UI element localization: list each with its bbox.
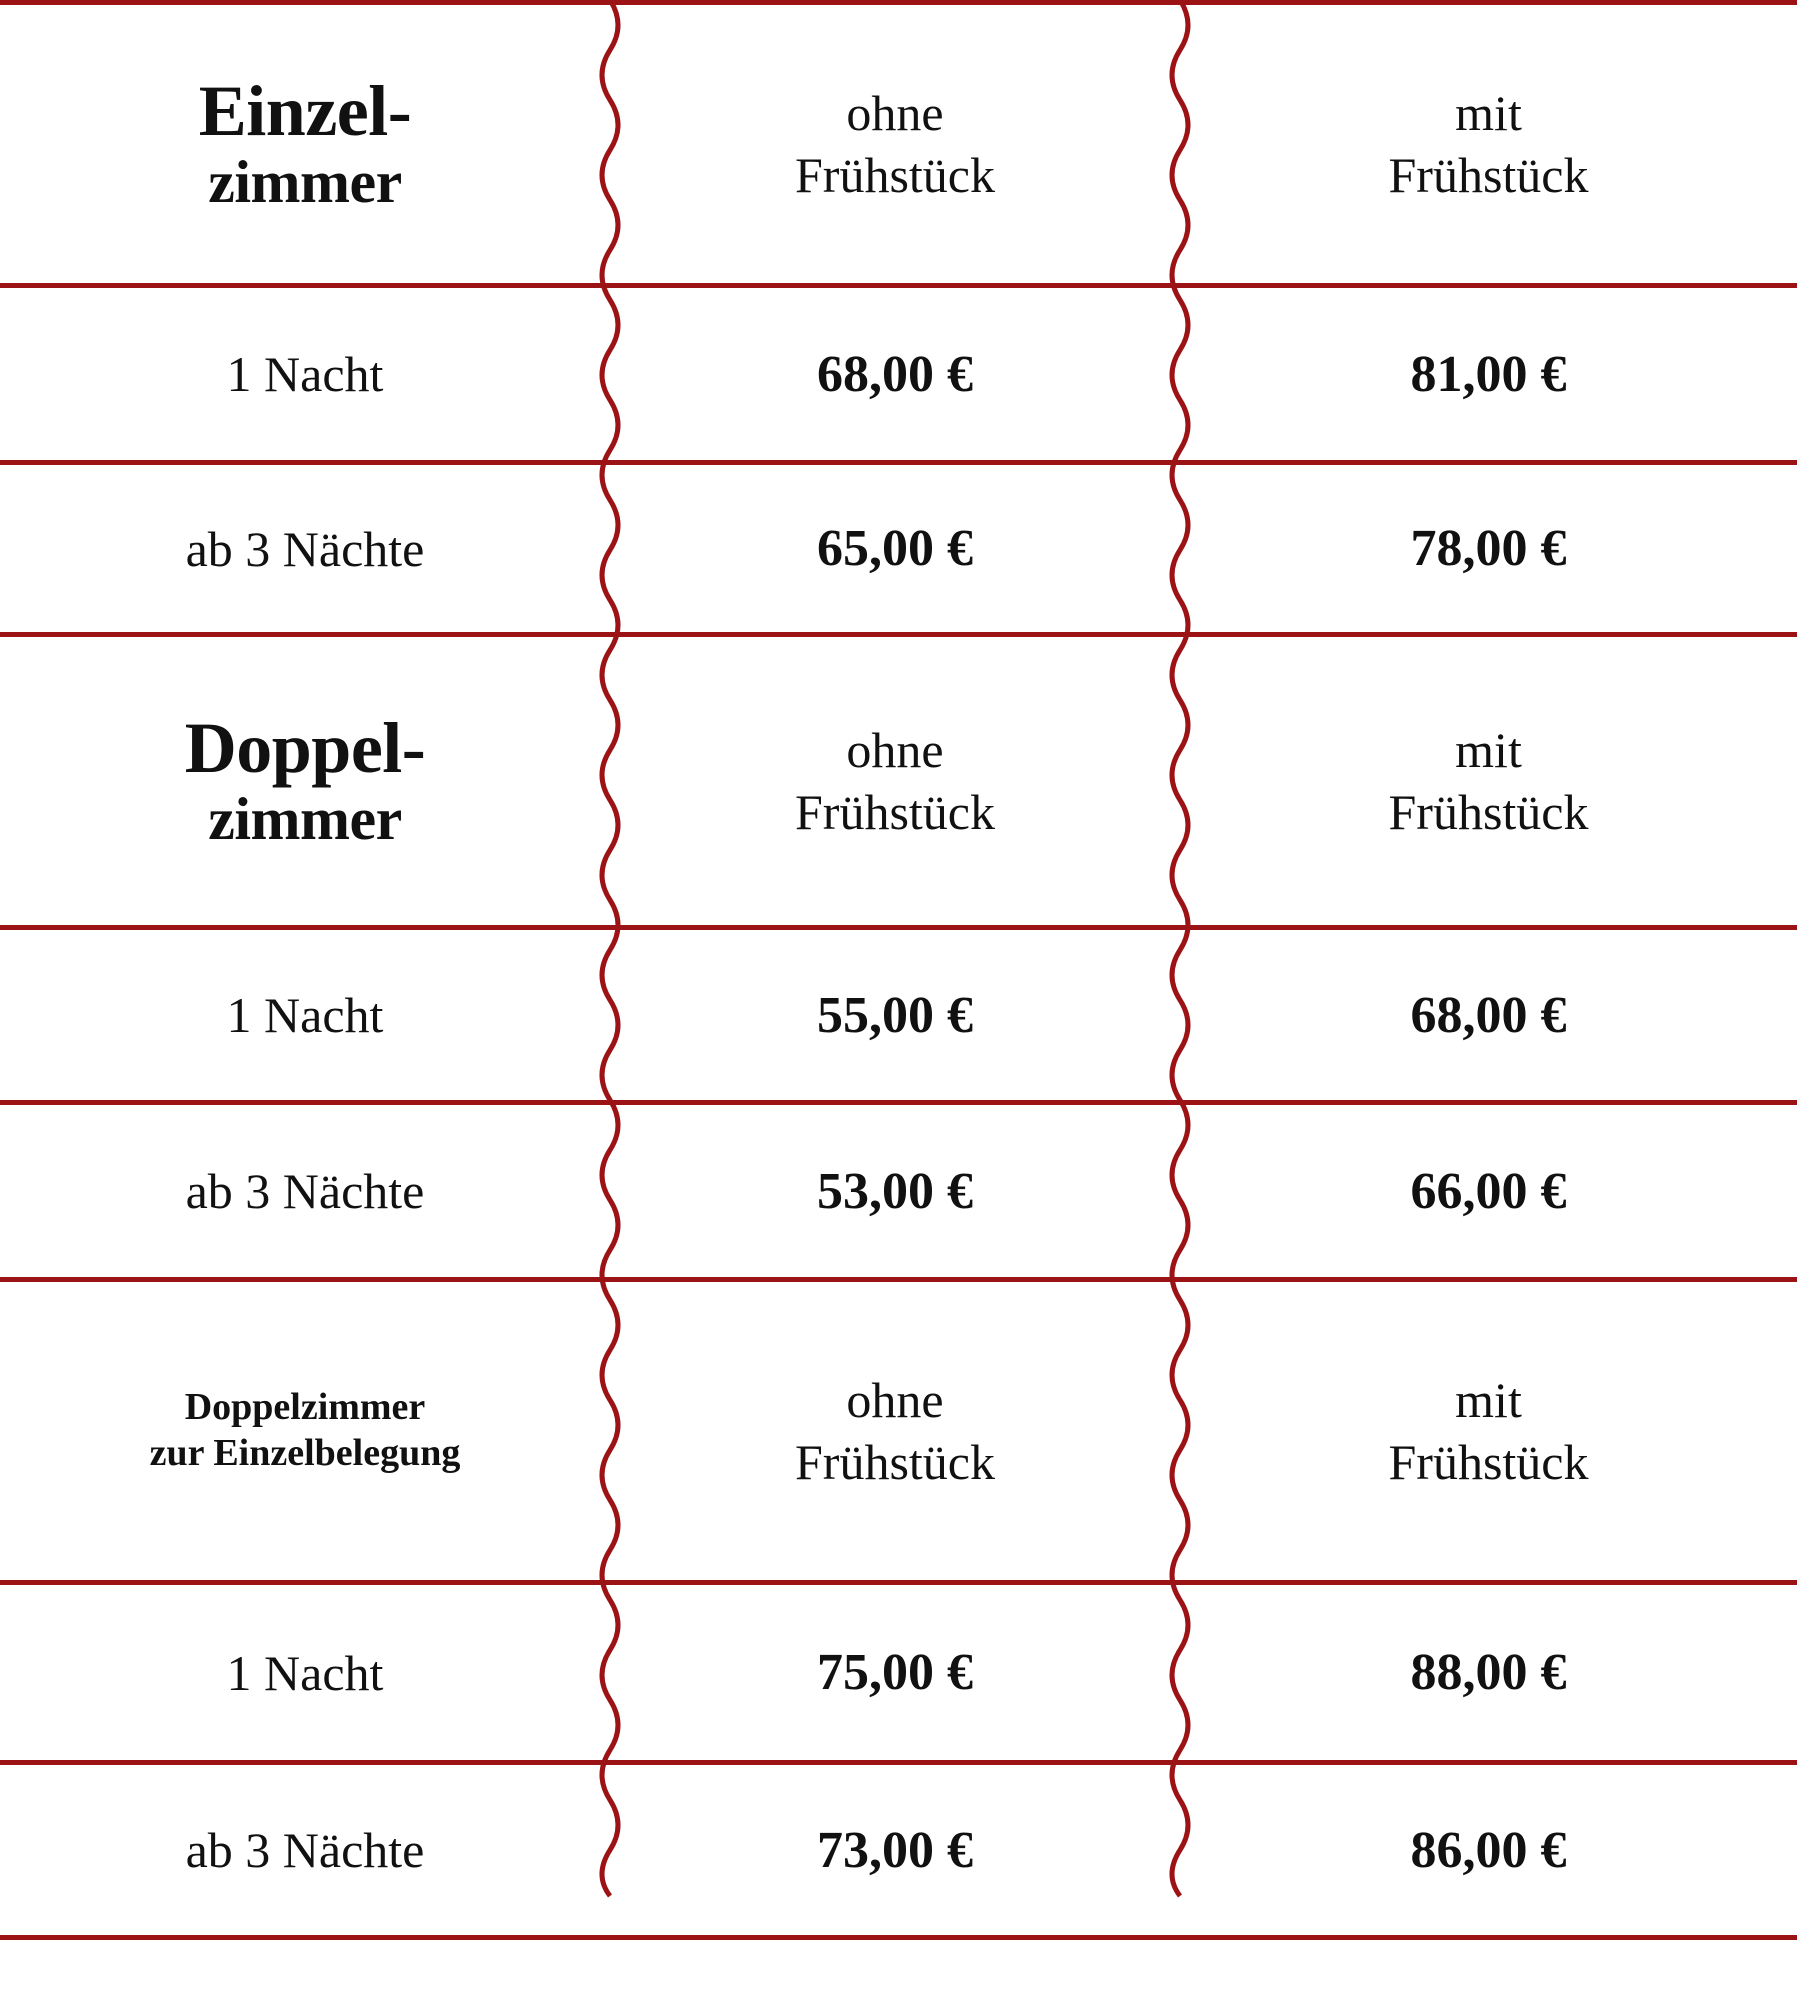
price-value: 68,00 € — [1410, 986, 1567, 1044]
table-rule — [0, 1935, 1797, 1940]
price-without-breakfast — [610, 930, 1180, 1100]
price-with-breakfast — [1180, 1585, 1797, 1760]
price-value: 55,00 € — [817, 986, 973, 1044]
section-header-row — [0, 637, 1797, 925]
price-value: 81,00 € — [1410, 345, 1567, 403]
header-line1: ohne — [846, 1371, 944, 1428]
price-without-breakfast — [610, 1105, 1180, 1277]
section-title — [0, 5, 610, 283]
price-without-breakfast — [610, 1765, 1180, 1935]
row-label-text: 1 Nacht — [226, 346, 384, 402]
price-without-breakfast — [610, 1585, 1180, 1760]
price-without-breakfast — [610, 465, 1180, 632]
section-title-line1: Doppel- — [184, 707, 426, 788]
price-value: 88,00 € — [1410, 1644, 1567, 1701]
section-title-line2: zimmer — [208, 786, 402, 853]
table-row — [0, 465, 1797, 632]
table-row — [0, 1105, 1797, 1277]
table-row — [0, 1585, 1797, 1760]
price-value: 75,00 € — [817, 1644, 973, 1701]
section-title — [0, 637, 610, 925]
header-line2: Frühstück — [1388, 147, 1589, 203]
price-with-breakfast — [1180, 930, 1797, 1100]
price-with-breakfast — [1180, 288, 1797, 460]
header-line2: Frühstück — [1388, 784, 1589, 840]
row-label — [0, 1585, 610, 1760]
column-header-without-breakfast — [610, 637, 1180, 925]
header-line2: Frühstück — [795, 1434, 995, 1490]
row-label — [0, 465, 610, 632]
column-header-with-breakfast — [1180, 5, 1797, 283]
row-label-text: ab 3 Nächte — [185, 1822, 425, 1878]
section-title-line2: zimmer — [208, 149, 402, 216]
header-line2: Frühstück — [795, 147, 995, 203]
column-header-without-breakfast — [610, 5, 1180, 283]
header-line2: Frühstück — [795, 784, 995, 840]
price-value: 68,00 € — [817, 345, 973, 403]
header-line1: ohne — [846, 84, 944, 141]
row-label — [0, 1105, 610, 1277]
price-with-breakfast — [1180, 1105, 1797, 1277]
table-row — [0, 930, 1797, 1100]
price-with-breakfast — [1180, 1765, 1797, 1935]
section-title-line1: Einzel- — [198, 70, 412, 151]
price-with-breakfast — [1180, 465, 1797, 632]
section-title — [0, 1282, 610, 1580]
price-value: 65,00 € — [817, 520, 973, 577]
price-without-breakfast — [610, 288, 1180, 460]
column-header-without-breakfast — [610, 1282, 1180, 1580]
section-title-line1: Doppelzimmer — [184, 1386, 426, 1429]
row-label-text: ab 3 Nächte — [185, 520, 425, 577]
section-title-line2: zur Einzelbelegung — [149, 1432, 461, 1474]
row-label — [0, 288, 610, 460]
header-line1: ohne — [846, 721, 944, 778]
price-value: 66,00 € — [1410, 1162, 1567, 1220]
header-line1: mit — [1455, 84, 1522, 141]
row-label — [0, 930, 610, 1100]
column-header-with-breakfast — [1180, 1282, 1797, 1580]
row-label — [0, 1765, 610, 1935]
table-row — [0, 1765, 1797, 1935]
table-row — [0, 288, 1797, 460]
section-header-row — [0, 1282, 1797, 1580]
row-label-text: 1 Nacht — [226, 1644, 384, 1701]
price-value: 86,00 € — [1410, 1821, 1567, 1879]
header-line2: Frühstück — [1388, 1434, 1589, 1490]
section-header-row — [0, 5, 1797, 283]
header-line1: mit — [1455, 721, 1522, 778]
price-value: 53,00 € — [817, 1162, 973, 1220]
price-value: 73,00 € — [817, 1821, 973, 1879]
header-line1: mit — [1455, 1371, 1522, 1428]
row-label-text: ab 3 Nächte — [185, 1163, 425, 1219]
column-header-with-breakfast — [1180, 637, 1797, 925]
price-value: 78,00 € — [1410, 520, 1567, 577]
row-label-text: 1 Nacht — [226, 987, 384, 1043]
